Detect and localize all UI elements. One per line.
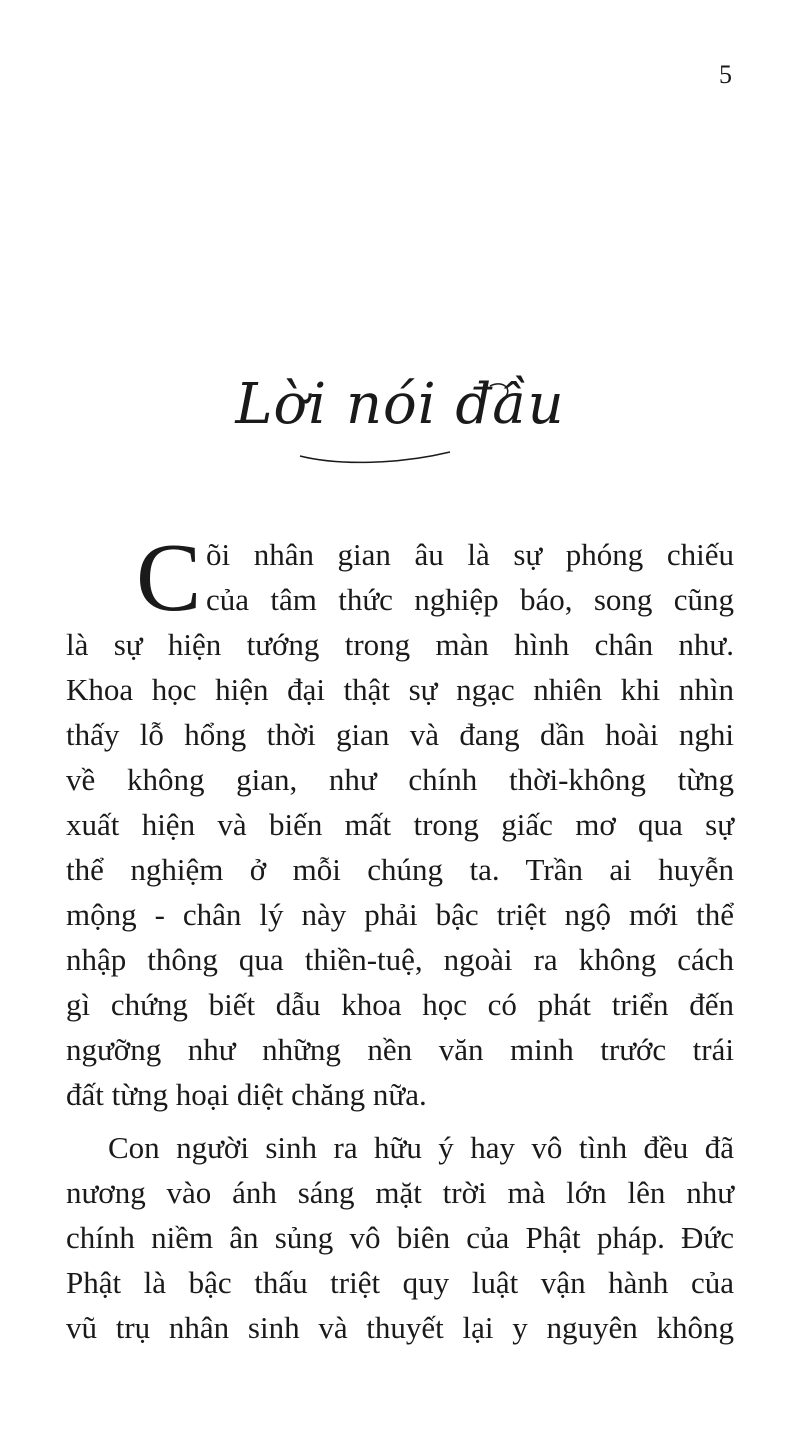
text-line: nương vào ánh sáng mặt trời mà lớn lên như bbox=[66, 1175, 734, 1210]
text-line: thấy lỗ hổng thời gian và đang dần hoài nghi bbox=[66, 717, 734, 752]
page-number: 5 bbox=[719, 60, 732, 89]
text-line: gì chứng biết dẫu khoa học có phát triển đến bbox=[66, 987, 734, 1022]
text-line: về không gian, như chính thời-không từng bbox=[66, 762, 734, 797]
chapter-title: Lời nói đầu bbox=[235, 372, 565, 437]
text-line: là sự hiện tướng trong màn hình chân như. bbox=[66, 627, 734, 662]
text-line: của tâm thức nghiệp báo, song cũng bbox=[206, 582, 734, 617]
paragraph-1 bbox=[66, 524, 734, 1117]
text-line: chính niềm ân sủng vô biên của Phật pháp. Đức bbox=[66, 1220, 734, 1255]
text-line: Khoa học hiện đại thật sự ngạc nhiên khi nhìn bbox=[66, 672, 734, 707]
text-line: đất từng hoại diệt chăng nữa. bbox=[66, 1077, 427, 1112]
text-line: thể nghiệm ở mỗi chúng ta. Trần ai huyễn bbox=[66, 852, 734, 887]
drop-cap: C bbox=[136, 524, 202, 632]
text-line: Con người sinh ra hữu ý hay vô tình đều đã bbox=[108, 1130, 734, 1165]
text-line: xuất hiện và biến mất trong giấc mơ qua sự bbox=[66, 807, 734, 842]
paragraph-2 bbox=[66, 1125, 734, 1350]
text-line: mộng - chân lý này phải bậc triệt ngộ mới thể bbox=[66, 897, 734, 932]
text-line: Phật là bậc thấu triệt quy luật vận hành của bbox=[66, 1265, 734, 1300]
text-line: nhập thông qua thiền-tuệ, ngoài ra không cách bbox=[66, 942, 734, 977]
text-line: õi nhân gian âu là sự phóng chiếu bbox=[206, 537, 734, 572]
body-text bbox=[66, 524, 734, 1350]
text-line: vũ trụ nhân sinh và thuyết lại y nguyên không bbox=[66, 1310, 734, 1345]
text-line: ngưỡng như những nền văn minh trước trái bbox=[66, 1032, 734, 1067]
drop-cap-block bbox=[66, 524, 734, 632]
title-flourish bbox=[280, 378, 530, 468]
